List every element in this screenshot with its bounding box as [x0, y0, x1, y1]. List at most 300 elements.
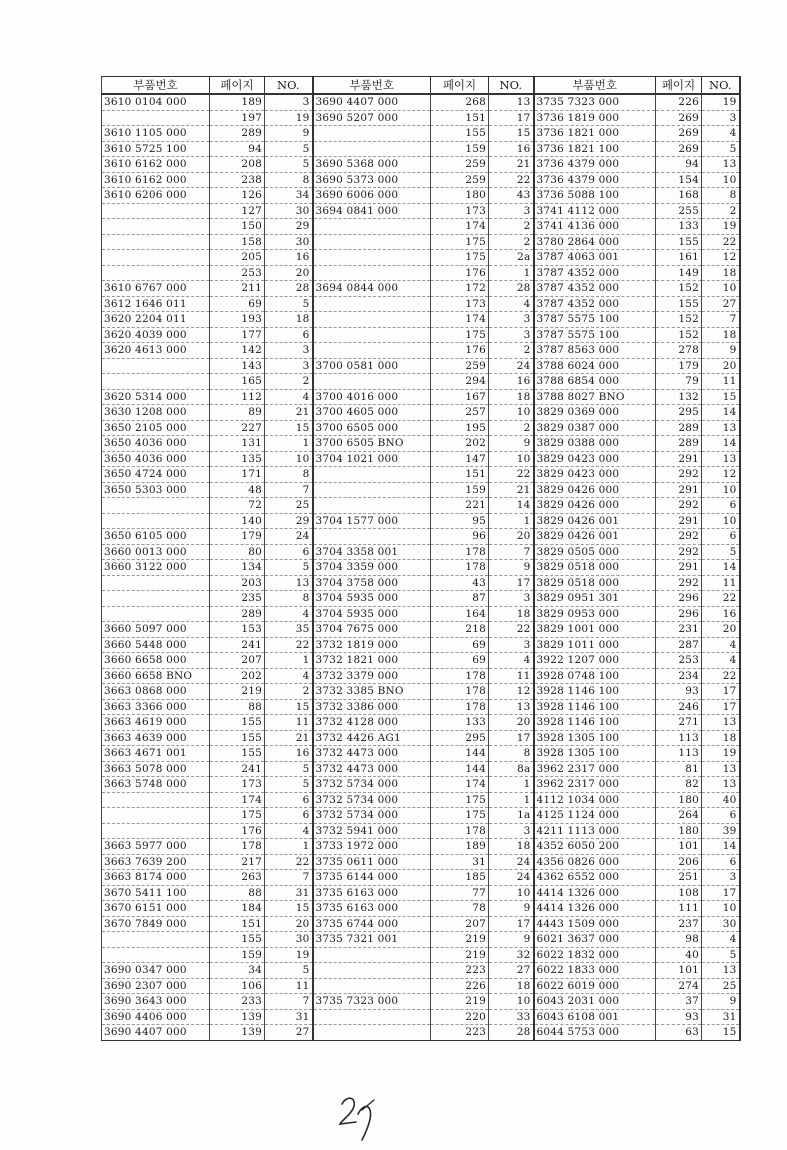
page-cell: 180: [656, 792, 702, 808]
part-number-cell: [102, 513, 210, 529]
no-cell: 16: [489, 141, 534, 157]
no-cell: 31: [702, 1009, 740, 1025]
page-cell: 95: [431, 513, 489, 529]
part-number-cell: 3736 4379 000: [534, 157, 656, 173]
page-cell: 296: [656, 591, 702, 607]
no-cell: 18: [702, 327, 740, 343]
no-cell: 31: [265, 885, 313, 901]
part-number-cell: 4211 1113 000: [534, 823, 656, 839]
part-number-cell: [102, 575, 210, 591]
no-cell: 13: [702, 777, 740, 793]
table-row: [102, 916, 740, 932]
page-cell: 89: [210, 405, 265, 421]
part-number-cell: 3700 0581 000: [313, 358, 431, 374]
page-cell: 241: [210, 637, 265, 653]
page-cell: 155: [656, 234, 702, 250]
no-cell: 18: [702, 265, 740, 281]
part-number-cell: 3732 5734 000: [313, 792, 431, 808]
page-cell: 174: [431, 777, 489, 793]
page-cell: 72: [210, 498, 265, 514]
page-cell: 218: [431, 622, 489, 638]
no-cell: 2: [489, 343, 534, 359]
no-cell: 8a: [489, 761, 534, 777]
handwritten-signature-icon: [328, 1080, 388, 1150]
page-cell: 259: [431, 157, 489, 173]
no-cell: 5: [702, 544, 740, 560]
table-row: [102, 761, 740, 777]
part-number-cell: 3829 0426 001: [534, 513, 656, 529]
no-cell: 20: [702, 358, 740, 374]
part-number-cell: [102, 591, 210, 607]
page-cell: 176: [210, 823, 265, 839]
part-number-cell: 6022 1833 000: [534, 963, 656, 979]
no-cell: 16: [489, 374, 534, 390]
page-cell: 87: [431, 591, 489, 607]
no-cell: 3: [489, 637, 534, 653]
no-cell: 24: [265, 529, 313, 545]
table-row: [102, 1009, 740, 1025]
part-number-cell: 3660 5097 000: [102, 622, 210, 638]
no-cell: 3: [489, 591, 534, 607]
table-row: [102, 327, 740, 343]
page-cell: 155: [210, 715, 265, 731]
table-row: [102, 668, 740, 684]
no-cell: 18: [489, 839, 534, 855]
page-cell: 197: [210, 110, 265, 126]
no-cell: 5: [265, 296, 313, 312]
no-cell: 13: [265, 575, 313, 591]
table-row: [102, 281, 740, 297]
no-cell: 9: [702, 343, 740, 359]
part-number-cell: 4356 0826 000: [534, 854, 656, 870]
part-number-cell: 3780 2864 000: [534, 234, 656, 250]
part-number-cell: 3660 0013 000: [102, 544, 210, 560]
page-cell: 219: [431, 932, 489, 948]
page-cell: 202: [431, 436, 489, 452]
part-number-cell: 3704 5935 000: [313, 606, 431, 622]
part-number-cell: [313, 141, 431, 157]
no-cell: 16: [265, 250, 313, 266]
no-cell: 5: [265, 761, 313, 777]
parts-index-table: [101, 76, 741, 1041]
part-number-cell: 3610 6162 000: [102, 157, 210, 173]
page-cell: 219: [431, 994, 489, 1010]
no-cell: 1: [489, 777, 534, 793]
no-cell: 15: [702, 1025, 740, 1041]
part-number-cell: 3736 1821 000: [534, 126, 656, 142]
table-row: [102, 389, 740, 405]
part-number-cell: 3663 5977 000: [102, 839, 210, 855]
page-cell: 219: [431, 947, 489, 963]
page-cell: 179: [656, 358, 702, 374]
page-cell: 63: [656, 1025, 702, 1041]
no-cell: 2: [489, 420, 534, 436]
no-cell: 3: [265, 358, 313, 374]
no-cell: 22: [265, 637, 313, 653]
part-number-cell: 3663 8174 000: [102, 870, 210, 886]
table-row: [102, 978, 740, 994]
table-row: [102, 374, 740, 390]
no-cell: 17: [489, 730, 534, 746]
no-cell: 5: [265, 777, 313, 793]
no-cell: 9: [489, 932, 534, 948]
header-no: NO.: [489, 77, 534, 95]
no-cell: 29: [265, 219, 313, 235]
no-cell: 22: [702, 668, 740, 684]
no-cell: 14: [702, 839, 740, 855]
part-number-cell: 3700 4605 000: [313, 405, 431, 421]
page-cell: 253: [210, 265, 265, 281]
page-cell: 292: [656, 529, 702, 545]
page-cell: 185: [431, 870, 489, 886]
part-number-cell: 3732 3386 000: [313, 699, 431, 715]
table-row: [102, 110, 740, 126]
page-cell: 126: [210, 188, 265, 204]
part-number-cell: [102, 203, 210, 219]
part-number-cell: 3829 0505 000: [534, 544, 656, 560]
part-number-cell: 3732 1821 000: [313, 653, 431, 669]
page-cell: 37: [656, 994, 702, 1010]
page-cell: 158: [210, 234, 265, 250]
part-number-cell: 3663 4671 001: [102, 746, 210, 762]
no-cell: 43: [489, 188, 534, 204]
table-row: [102, 451, 740, 467]
page-cell: 291: [656, 482, 702, 498]
part-number-cell: 3732 5734 000: [313, 808, 431, 824]
page-cell: 179: [210, 529, 265, 545]
part-number-cell: 3787 4352 000: [534, 296, 656, 312]
page-cell: 227: [210, 420, 265, 436]
part-number-cell: 4414 1326 000: [534, 901, 656, 917]
table-row: [102, 172, 740, 188]
no-cell: 3: [702, 870, 740, 886]
part-number-cell: [102, 606, 210, 622]
no-cell: 11: [702, 374, 740, 390]
page-cell: 189: [431, 839, 489, 855]
no-cell: 25: [265, 498, 313, 514]
no-cell: 22: [489, 172, 534, 188]
table-row: [102, 343, 740, 359]
part-number-cell: 3735 7321 001: [313, 932, 431, 948]
page-cell: 180: [431, 188, 489, 204]
page-cell: 88: [210, 885, 265, 901]
no-cell: 11: [265, 715, 313, 731]
page-cell: 101: [656, 839, 702, 855]
part-number-cell: 3660 6658 000: [102, 653, 210, 669]
part-number-cell: [102, 110, 210, 126]
page-cell: 132: [656, 389, 702, 405]
part-number-cell: 3704 3358 001: [313, 544, 431, 560]
no-cell: 20: [702, 622, 740, 638]
part-number-cell: 4112 1034 000: [534, 792, 656, 808]
no-cell: 30: [265, 234, 313, 250]
no-cell: 22: [702, 234, 740, 250]
page-cell: 153: [210, 622, 265, 638]
part-number-cell: 3962 2317 000: [534, 761, 656, 777]
part-number-cell: 3787 5575 100: [534, 312, 656, 328]
page-cell: 82: [656, 777, 702, 793]
part-number-cell: [102, 808, 210, 824]
part-number-cell: 3829 0953 000: [534, 606, 656, 622]
page-cell: 147: [431, 451, 489, 467]
no-cell: 22: [489, 622, 534, 638]
page-cell: 155: [431, 126, 489, 142]
no-cell: 1: [489, 513, 534, 529]
no-cell: 21: [265, 730, 313, 746]
page-cell: 140: [210, 513, 265, 529]
page-cell: 174: [210, 792, 265, 808]
page-cell: 150: [210, 219, 265, 235]
no-cell: 6: [265, 327, 313, 343]
page-cell: 176: [431, 343, 489, 359]
part-number-cell: 3660 5448 000: [102, 637, 210, 653]
part-number-cell: 3690 4407 000: [313, 94, 431, 110]
page-cell: 264: [656, 808, 702, 824]
no-cell: 8: [702, 188, 740, 204]
no-cell: 13: [702, 715, 740, 731]
no-cell: 2: [265, 684, 313, 700]
page-cell: 155: [656, 296, 702, 312]
part-number-cell: [313, 498, 431, 514]
part-number-cell: 6022 6019 000: [534, 978, 656, 994]
part-number-cell: 3690 5207 000: [313, 110, 431, 126]
part-number-cell: 3690 0347 000: [102, 963, 210, 979]
page-cell: 155: [210, 730, 265, 746]
page-cell: 289: [656, 420, 702, 436]
no-cell: 21: [489, 157, 534, 173]
page-cell: 79: [656, 374, 702, 390]
part-number-cell: 3663 5078 000: [102, 761, 210, 777]
table-row: [102, 730, 740, 746]
page-cell: 164: [431, 606, 489, 622]
no-cell: 4: [265, 606, 313, 622]
part-number-cell: 3928 1146 100: [534, 684, 656, 700]
no-cell: 19: [702, 746, 740, 762]
part-number-cell: 3732 1819 000: [313, 637, 431, 653]
no-cell: 7: [265, 482, 313, 498]
part-number-cell: 3663 4619 000: [102, 715, 210, 731]
table-row: [102, 932, 740, 948]
table-row: [102, 854, 740, 870]
table-row: [102, 653, 740, 669]
table-row: [102, 482, 740, 498]
no-cell: 2: [265, 374, 313, 390]
page-cell: 289: [210, 606, 265, 622]
page-cell: 189: [210, 94, 265, 110]
part-number-cell: 4362 6552 000: [534, 870, 656, 886]
no-cell: 8: [265, 172, 313, 188]
no-cell: 1a: [489, 808, 534, 824]
no-cell: 20: [489, 529, 534, 545]
part-number-cell: 3670 7849 000: [102, 916, 210, 932]
page-cell: 202: [210, 668, 265, 684]
part-number-cell: [102, 358, 210, 374]
no-cell: 7: [702, 312, 740, 328]
part-number-cell: 6043 6108 001: [534, 1009, 656, 1025]
no-cell: 4: [265, 668, 313, 684]
part-number-cell: 3694 0844 000: [313, 281, 431, 297]
table-row: [102, 436, 740, 452]
no-cell: 5: [265, 963, 313, 979]
no-cell: 5: [702, 947, 740, 963]
no-cell: 3: [489, 327, 534, 343]
page-cell: 269: [656, 126, 702, 142]
part-number-cell: 3690 5373 000: [313, 172, 431, 188]
no-cell: 19: [265, 110, 313, 126]
table-row: [102, 792, 740, 808]
part-number-cell: 3735 6744 000: [313, 916, 431, 932]
part-number-cell: 3610 6206 000: [102, 188, 210, 204]
table-row: [102, 885, 740, 901]
page-cell: 233: [210, 994, 265, 1010]
no-cell: 14: [489, 498, 534, 514]
part-number-cell: 3787 8563 000: [534, 343, 656, 359]
no-cell: 15: [702, 389, 740, 405]
part-number-cell: 3620 2204 011: [102, 312, 210, 328]
page-cell: 206: [656, 854, 702, 870]
no-cell: 16: [702, 606, 740, 622]
part-number-cell: [313, 374, 431, 390]
table-row: [102, 746, 740, 762]
table-row: [102, 808, 740, 824]
page-cell: 98: [656, 932, 702, 948]
page-cell: 96: [431, 529, 489, 545]
part-number-cell: 3660 3122 000: [102, 560, 210, 576]
part-number-cell: 3788 6854 000: [534, 374, 656, 390]
no-cell: 11: [702, 575, 740, 591]
no-cell: 24: [489, 358, 534, 374]
no-cell: 4: [702, 653, 740, 669]
table-row: [102, 870, 740, 886]
page-cell: 155: [210, 932, 265, 948]
no-cell: 6: [702, 854, 740, 870]
table-row: [102, 203, 740, 219]
header-part-number: 부품번호: [534, 77, 656, 95]
page-cell: 274: [656, 978, 702, 994]
table-row: [102, 498, 740, 514]
part-number-cell: 3928 1305 100: [534, 730, 656, 746]
part-number-cell: 3704 5935 000: [313, 591, 431, 607]
part-number-cell: 3630 1208 000: [102, 405, 210, 421]
page-cell: 159: [431, 141, 489, 157]
part-number-cell: 4443 1509 000: [534, 916, 656, 932]
no-cell: 27: [489, 963, 534, 979]
table-row: [102, 250, 740, 266]
no-cell: 1: [265, 653, 313, 669]
page-cell: 291: [656, 451, 702, 467]
page-cell: 167: [431, 389, 489, 405]
page-cell: 175: [431, 792, 489, 808]
part-number-cell: 3610 6767 000: [102, 281, 210, 297]
page-cell: 93: [656, 684, 702, 700]
page-cell: 208: [210, 157, 265, 173]
no-cell: 4: [489, 653, 534, 669]
no-cell: 1: [489, 265, 534, 281]
page-cell: 161: [656, 250, 702, 266]
table-row: [102, 513, 740, 529]
no-cell: 19: [265, 947, 313, 963]
no-cell: 33: [489, 1009, 534, 1025]
no-cell: 3: [489, 203, 534, 219]
page-cell: 127: [210, 203, 265, 219]
no-cell: 15: [489, 126, 534, 142]
table-row: [102, 529, 740, 545]
no-cell: 4: [489, 296, 534, 312]
no-cell: 2: [702, 203, 740, 219]
part-number-cell: 3663 5748 000: [102, 777, 210, 793]
no-cell: 7: [489, 544, 534, 560]
part-number-cell: 3610 5725 100: [102, 141, 210, 157]
part-number-cell: [102, 234, 210, 250]
no-cell: 14: [702, 560, 740, 576]
table-row: [102, 265, 740, 281]
page-cell: 178: [431, 823, 489, 839]
table-row: [102, 219, 740, 235]
part-number-cell: 3829 0426 001: [534, 529, 656, 545]
part-number-cell: 3928 1305 100: [534, 746, 656, 762]
part-number-cell: 3829 0426 000: [534, 482, 656, 498]
page-cell: 172: [431, 281, 489, 297]
part-number-cell: 3732 4473 000: [313, 746, 431, 762]
part-number-cell: 3690 4407 000: [102, 1025, 210, 1041]
part-number-cell: 3787 4352 000: [534, 281, 656, 297]
table-row: [102, 126, 740, 142]
table-row: [102, 699, 740, 715]
part-number-cell: [313, 296, 431, 312]
part-number-cell: 3620 4613 000: [102, 343, 210, 359]
table-row: [102, 606, 740, 622]
part-number-cell: 3735 7323 000: [534, 94, 656, 110]
part-number-cell: [313, 467, 431, 483]
page-cell: 135: [210, 451, 265, 467]
part-number-cell: [313, 529, 431, 545]
no-cell: 13: [489, 699, 534, 715]
table-row: [102, 420, 740, 436]
part-number-cell: 3694 0841 000: [313, 203, 431, 219]
part-number-cell: 3829 0518 000: [534, 575, 656, 591]
part-number-cell: 3788 6024 000: [534, 358, 656, 374]
page-cell: 295: [656, 405, 702, 421]
no-cell: 17: [702, 699, 740, 715]
no-cell: 30: [265, 932, 313, 948]
part-number-cell: 3704 3758 000: [313, 575, 431, 591]
page-cell: 259: [431, 172, 489, 188]
page-cell: 69: [431, 653, 489, 669]
no-cell: 10: [702, 482, 740, 498]
no-cell: 9: [702, 994, 740, 1010]
page-cell: 152: [656, 312, 702, 328]
no-cell: 5: [265, 157, 313, 173]
part-number-cell: 6022 1832 000: [534, 947, 656, 963]
no-cell: 28: [489, 281, 534, 297]
no-cell: 9: [489, 560, 534, 576]
header-page: 페이지: [656, 77, 702, 95]
no-cell: 3: [265, 94, 313, 110]
no-cell: 4: [702, 932, 740, 948]
page-cell: 112: [210, 389, 265, 405]
page-cell: 81: [656, 761, 702, 777]
header-page: 페이지: [431, 77, 489, 95]
table-row: [102, 994, 740, 1010]
part-number-cell: 6044 5753 000: [534, 1025, 656, 1041]
page-cell: 178: [431, 544, 489, 560]
no-cell: 13: [702, 761, 740, 777]
page-cell: 173: [431, 203, 489, 219]
page-cell: 88: [210, 699, 265, 715]
part-number-cell: 3733 1972 000: [313, 839, 431, 855]
table-row: [102, 1025, 740, 1041]
part-number-cell: 3736 5088 100: [534, 188, 656, 204]
